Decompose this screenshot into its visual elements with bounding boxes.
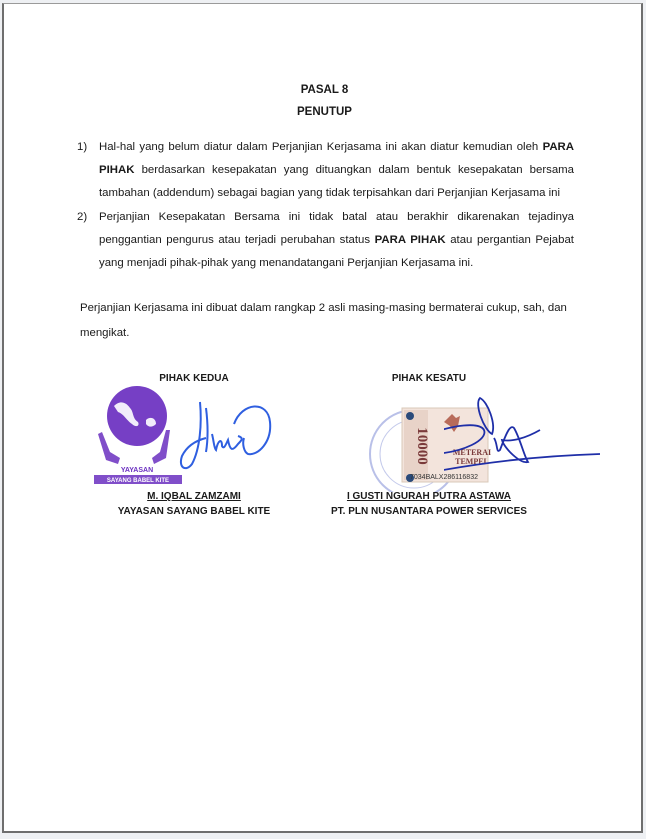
clause-text-part: berdasarkan kesepakatan yang dituangkan dalam bentuk kesepakatan bersama tambahan (addendum) sebagai bagian yang tidak terpisahkan dari Perjanjian Kerjasama ini (99, 164, 574, 200)
clause-text-part: Hal-hal yang belum diatur dalam Perjanjian Kerjasama ini akan diatur kemudian oleh (99, 141, 543, 153)
clause-list (77, 136, 574, 275)
logo-text-top: YAYASAN (120, 467, 154, 474)
signature-right (444, 394, 644, 494)
stamp-value: 10000 (414, 427, 430, 465)
globe-shape (107, 386, 167, 446)
clause-text-part: atau pergantian Pejabat yang menjadi pihak-pihak yang menandatangani Perjanjian Kerjasama ini. (99, 233, 574, 270)
closing-statement: Perjanjian Kerjasama ini dibuat dalam rangkap 2 asli masing-masing bermaterai cukup, sah, dan mengikat. (80, 302, 567, 339)
clause-item (77, 136, 574, 206)
document-page (2, 3, 643, 833)
signer-organization-left: YAYASAN SAYANG BABEL KITE (117, 506, 271, 517)
stamp-label-1: METERAI (452, 448, 492, 457)
signature-left (172, 394, 277, 474)
role-label-left: PIHAK KEDUA (159, 373, 229, 384)
clause-number: 1) (77, 141, 88, 153)
clause-number: 2) (77, 210, 88, 223)
clause-text-bold: PARA PIHAK (99, 141, 574, 177)
logo-text-bottom: SAYANG BABEL KITE (106, 478, 170, 484)
role-label-right: PIHAK KESATU (391, 373, 467, 384)
article-title: PENUTUP (297, 106, 352, 118)
foundation-logo-stamp (92, 382, 182, 484)
article-number: PASAL 8 (300, 84, 349, 96)
clause-item (77, 206, 574, 276)
signer-name-right: I GUSTI NGURAH PUTRA ASTAWA (346, 491, 512, 502)
stamp-label-2: TEMPEL (455, 457, 489, 466)
stamp-serial: 7034BALX286116832 (410, 474, 478, 481)
clause-text-bold: PARA PIHAK (374, 233, 446, 246)
clause-text-part: Perjanjian Kesepakatan Bersama ini tidak batal atau berakhir dikarenakan tejadinya penggantian pengurus atau terjadi perubahan status (99, 210, 574, 246)
signer-name-left: M. IQBAL ZAMZAMI (147, 491, 241, 502)
signer-organization-right: PT. PLN NUSANTARA POWER SERVICES (331, 506, 527, 517)
